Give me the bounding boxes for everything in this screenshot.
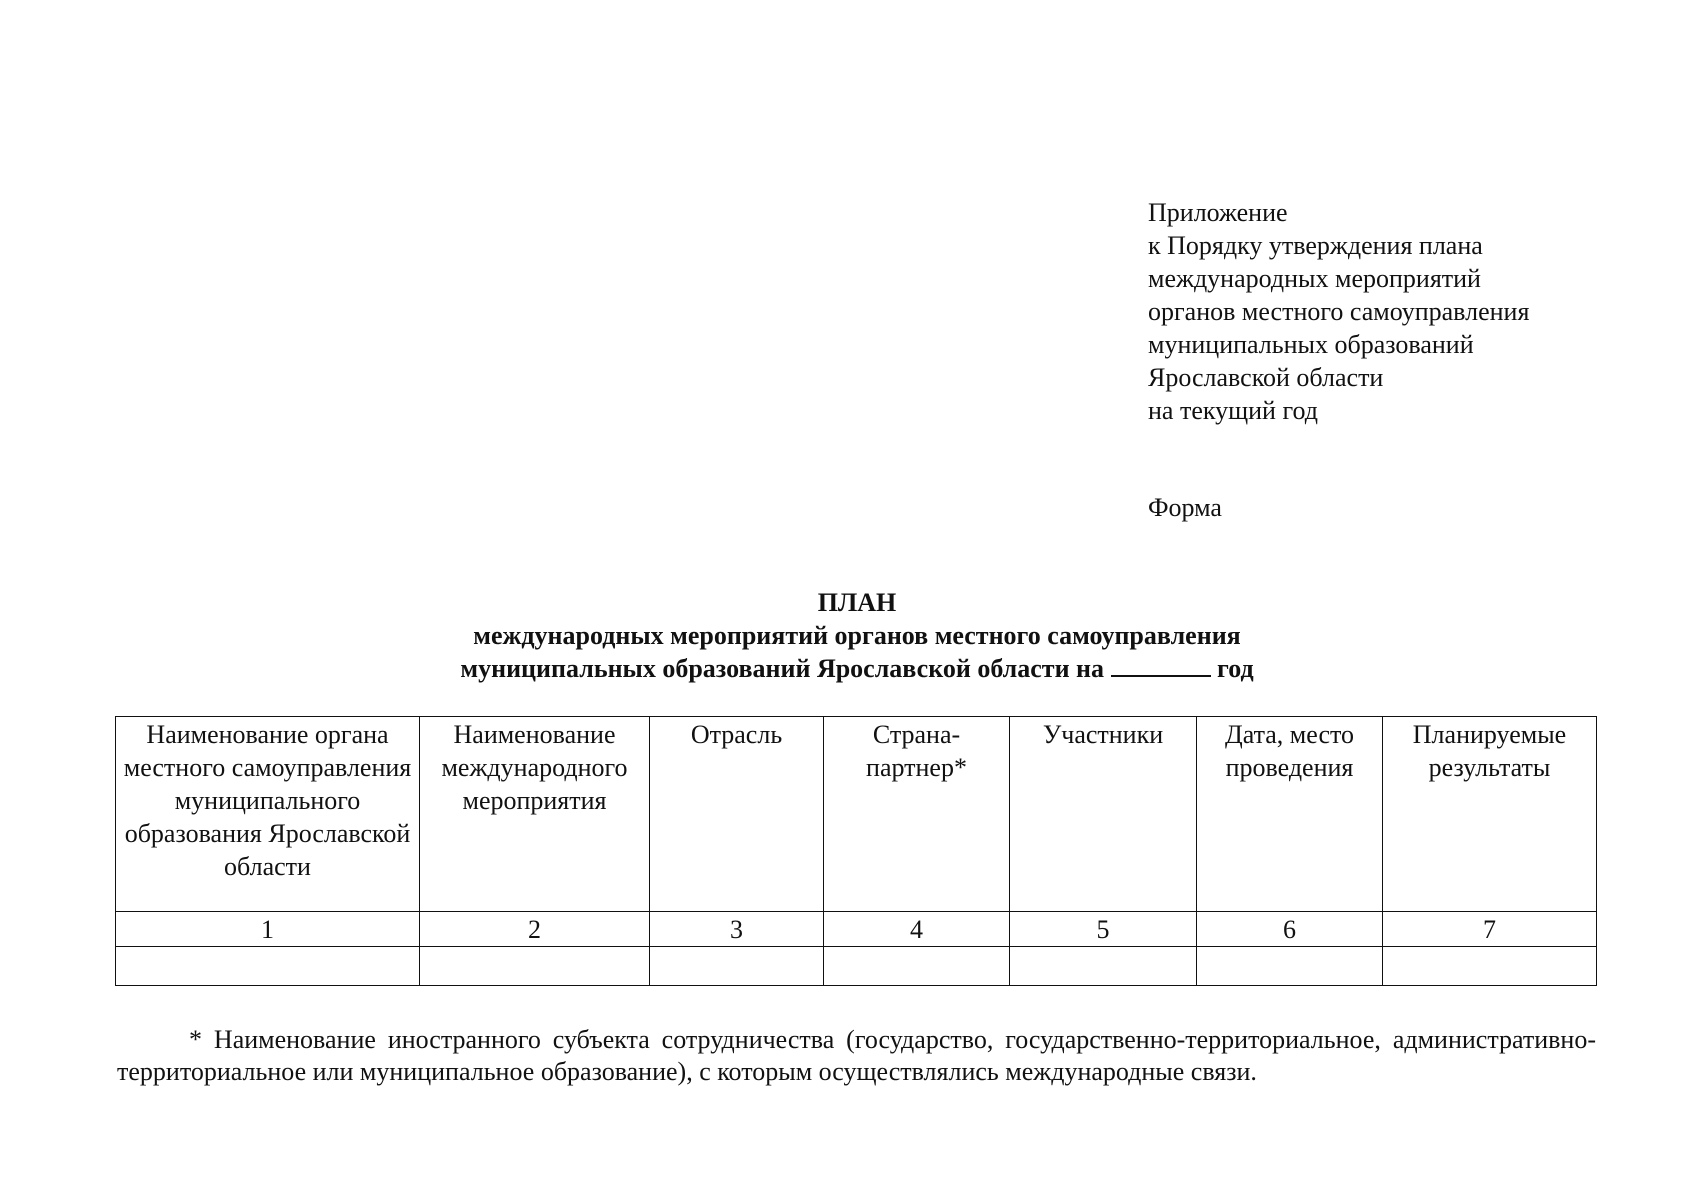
table-cell[interactable] xyxy=(650,947,824,986)
column-header: Планируемые результаты xyxy=(1383,717,1597,912)
plan-table xyxy=(115,716,1597,986)
appendix-line: к Порядку утверждения плана xyxy=(1148,231,1483,260)
column-header: Страна-партнер* xyxy=(824,717,1010,912)
plan-subtitle: международных мероприятий органов местного самоуправления xyxy=(473,621,1241,650)
table-cell[interactable] xyxy=(116,947,420,986)
column-header: Наименование органа местного самоуправления муниципального образования Ярославской области xyxy=(116,717,420,912)
year-blank-field[interactable] xyxy=(1111,653,1211,677)
plan-subtitle-year-word: год xyxy=(1217,654,1254,683)
plan-subtitle-text: муниципальных образований Ярославской области на xyxy=(460,654,1105,683)
plan-title xyxy=(0,586,1697,685)
column-number: 7 xyxy=(1383,912,1597,947)
column-number: 3 xyxy=(650,912,824,947)
column-number: 4 xyxy=(824,912,1010,947)
appendix-line: международных мероприятий xyxy=(1148,264,1481,293)
plan-heading: ПЛАН xyxy=(817,588,897,617)
table-cell[interactable] xyxy=(1197,947,1383,986)
table-row xyxy=(116,947,1597,986)
column-number: 5 xyxy=(1010,912,1197,947)
column-number: 2 xyxy=(420,912,650,947)
column-number: 6 xyxy=(1197,912,1383,947)
form-label: Форма xyxy=(1148,493,1222,522)
table-cell[interactable] xyxy=(420,947,650,986)
table-cell[interactable] xyxy=(1010,947,1197,986)
column-number-row xyxy=(116,912,1597,947)
column-number: 1 xyxy=(116,912,420,947)
table-header-row xyxy=(116,717,1597,912)
appendix-line: на текущий год xyxy=(1148,396,1318,425)
column-header: Наименование международного мероприятия xyxy=(420,717,650,912)
appendix-line: муниципальных образований xyxy=(1148,330,1474,359)
plan-subtitle-year-line xyxy=(0,652,1697,685)
column-header: Участники xyxy=(1010,717,1197,912)
column-header: Отрасль xyxy=(650,717,824,912)
appendix-line: Приложение xyxy=(1148,198,1288,227)
appendix-line: органов местного самоуправления xyxy=(1148,297,1530,326)
table-cell[interactable] xyxy=(1383,947,1597,986)
column-header: Дата, место проведения xyxy=(1197,717,1383,912)
footnote: * Наименование иностранного субъекта сотрудничества (государство, государственно-территориальное, административно-территориальное или муниципальное образование), с которым осуществлялись международные связи. xyxy=(117,1025,1596,1086)
appendix-block xyxy=(1148,196,1668,427)
appendix-line: Ярославской области xyxy=(1148,363,1384,392)
table-cell[interactable] xyxy=(824,947,1010,986)
